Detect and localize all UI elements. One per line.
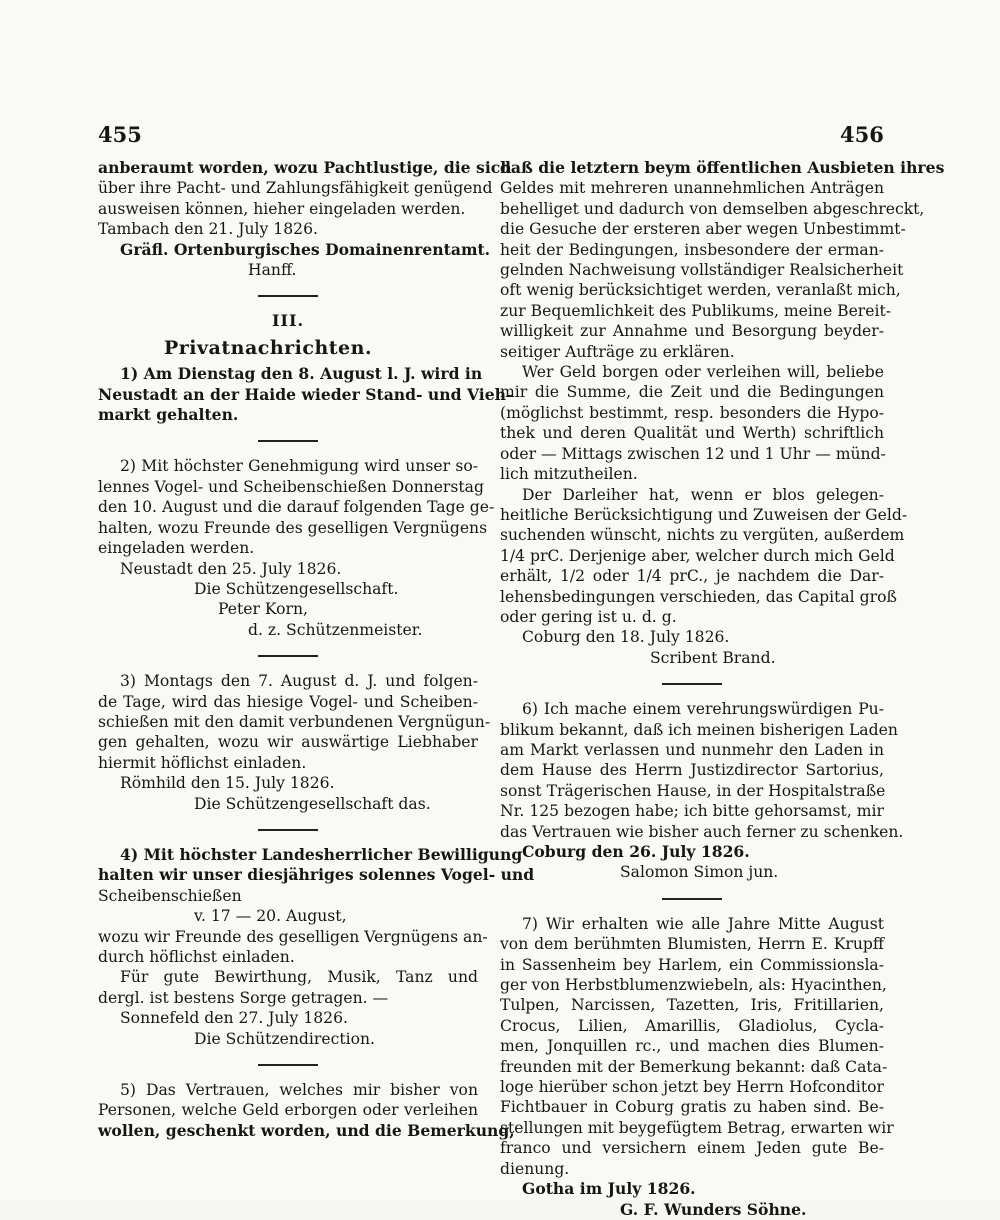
separator-rule	[258, 440, 318, 442]
dateline: Neustadt den 25. July 1826.	[120, 559, 342, 578]
text-line: lich mitzutheilen.	[500, 465, 638, 484]
dateline: Coburg den 26. July 1826.	[522, 842, 750, 861]
signature-name: Peter Korn,	[218, 600, 308, 619]
text-line: dienung.	[500, 1159, 570, 1178]
text-line: Crocus, Lilien, Amarillis, Gladiolus, Cycla-	[500, 1016, 884, 1035]
text-line: suchenden wünscht, nichts zu vergüten, außerdem	[500, 526, 905, 545]
right-column	[500, 158, 945, 1220]
dateline: Römhild den 15. July 1826.	[120, 774, 335, 793]
text-line: loge hierüber schon jetzt bey Herrn Hofconditor	[500, 1078, 884, 1097]
text-line: hiermit höflichst einladen.	[98, 753, 307, 772]
text-line: 3) Montags den 7. August d. J. und folgen-	[120, 672, 478, 691]
text-line: men, Jonquillen rc., und machen dies Blumen-	[500, 1037, 884, 1056]
left-column	[98, 158, 535, 1141]
text-line: Der Darleiher hat, wenn er blos gelegen-	[522, 485, 884, 504]
text-line: seitiger Aufträge zu erklären.	[500, 342, 735, 361]
text-line: lennes Vogel- und Scheibenschießen Donnerstag	[98, 477, 484, 496]
text-line: Tulpen, Narcissen, Tazetten, Iris, Fritillarien,	[500, 996, 884, 1015]
section-heading: Privatnachrichten.	[164, 336, 373, 359]
text-line: das Vertrauen wie bisher auch ferner zu schenken.	[500, 822, 904, 841]
text-line: die Gesuche der ersteren aber wegen Unbestimmt-	[500, 220, 906, 239]
text-line: lehensbedingungen verschieden, das Capital groß	[500, 587, 897, 606]
text-line: de Tage, wird das hiesige Vogel- und Scheiben-	[98, 692, 478, 711]
text-line: Geldes mit mehreren unannehmlichen Anträgen	[500, 179, 884, 198]
dateline: Coburg den 18. July 1826.	[522, 628, 730, 647]
signature-title: d. z. Schützenmeister.	[248, 620, 423, 639]
text-line: behelliget und dadurch von demselben abgeschreckt,	[500, 199, 925, 218]
signature-name: Scribent Brand.	[650, 648, 776, 667]
text-line: mir die Summe, die Zeit und die Bedingungen	[500, 383, 884, 402]
text-line: zur Bequemlichkeit des Publikums, meine Bereit-	[500, 301, 892, 320]
text-line: Wer Geld borgen oder verleihen will, beliebe	[522, 363, 884, 382]
text-line: 1) Am Dienstag den 8. August l. J. wird in	[120, 364, 483, 384]
separator-rule	[258, 295, 318, 297]
text-line: heit der Bedingungen, insbesondere der erman-	[500, 240, 884, 259]
text-line: Fichtbauer in Coburg gratis zu haben sind. Be-	[500, 1098, 884, 1117]
signature-society: Die Schützendirection.	[194, 1029, 375, 1048]
dateline: Sonnefeld den 27. July 1826.	[120, 1009, 348, 1028]
text-line: daß die letztern beym öffentlichen Ausbieten ihres	[500, 158, 945, 177]
separator-rule	[258, 655, 318, 657]
text-line: ger von Herbstblumenzwiebeln, als: Hyacinthen,	[500, 976, 887, 995]
text-line: freunden mit der Bemerkung bekannt: daß Cata-	[500, 1057, 888, 1076]
text-line: markt gehalten.	[98, 405, 239, 425]
text-line: oder — Mittags zwischen 12 und 1 Uhr — münd-	[500, 444, 886, 463]
text-line: thek und deren Qualität und Werth) schriftlich	[500, 424, 884, 443]
text-line: willigkeit zur Annahme und Besorgung beyder-	[500, 322, 884, 341]
page-number-left: 455	[98, 122, 142, 147]
text-line: 7) Wir erhalten wie alle Jahre Mitte August	[522, 914, 884, 933]
text-line: halten wir unser diesjähriges solennes Vogel- und	[98, 865, 535, 885]
text-line: den 10. August und die darauf folgenden Tage ge-	[98, 498, 495, 517]
section-numeral: III.	[271, 311, 305, 331]
text-line: Scheibenschießen	[98, 886, 242, 905]
signature-society: Die Schützengesellschaft das.	[194, 794, 431, 813]
text-line: dergl. ist bestens Sorge getragen. —	[98, 988, 389, 1007]
text-line: in Sassenheim bey Harlem, ein Commissionsla-	[500, 955, 884, 974]
separator-rule	[258, 1064, 318, 1066]
text-line: erhält, 1/2 oder 1/4 prC., je nachdem die Dar-	[500, 567, 884, 586]
text-line: ausweisen können, hieher eingeladen werden.	[98, 199, 466, 218]
text-line: durch höflichst einladen.	[98, 948, 295, 966]
page-number-right: 456	[840, 122, 884, 147]
text-line: wollen, geschenkt worden, und die Bemerkung,	[98, 1120, 515, 1140]
text-line: von dem berühmten Blumisten, Herrn E. Krupff	[500, 935, 884, 954]
text-line: v. 17 — 20. August,	[194, 907, 347, 926]
text-line: dem Hause des Herrn Justizdirector Sartorius,	[500, 761, 884, 780]
text-line: gelnden Nachweisung vollständiger Realsicherheit	[500, 261, 904, 280]
text-line: 5) Das Vertrauen, welches mir bisher von	[120, 1081, 478, 1100]
text-line: blikum bekannt, daß ich meinen bisherigen Laden	[500, 720, 898, 739]
text-line: Für gute Bewirthung, Musik, Tanz und	[120, 968, 478, 987]
separator-rule	[258, 829, 318, 831]
text-line: 2) Mit höchster Genehmigung wird unser so-	[120, 457, 478, 476]
text-line: franco und versichern einem Jeden gute Be-	[500, 1139, 884, 1158]
signature-name: Hanff.	[248, 261, 297, 280]
text-line: Neustadt an der Haide wieder Stand- und Vieh-	[98, 384, 513, 404]
text-line: halten, wozu Freunde des geselligen Vergnügens	[98, 518, 488, 537]
text-line: wozu wir Freunde des geselligen Vergnügens an-	[98, 927, 488, 946]
dateline: Tambach den 21. July 1826.	[98, 220, 318, 239]
text-line: oft wenig berücksichtiget werden, veranlaßt mich,	[500, 281, 901, 300]
text-line: Personen, welche Geld erborgen oder verleihen	[98, 1101, 478, 1120]
text-line: über ihre Pacht- und Zahlungsfähigkeit genügend	[98, 179, 493, 198]
signature-society: Die Schützengesellschaft.	[194, 579, 399, 598]
text-line: heitliche Berücksichtigung und Zuweisen der Geld-	[500, 505, 908, 524]
text-line: Nr. 125 bezogen habe; ich bitte gehorsamst, mir	[500, 802, 884, 821]
text-line: stellungen mit beygefügtem Betrag, erwarten wir	[500, 1118, 894, 1137]
text-line: schießen mit den damit verbundenen Vergnügun-	[98, 712, 491, 731]
text-line: gen gehalten, wozu wir auswärtige Liebhaber	[98, 733, 478, 752]
text-line: anberaumt worden, wozu Pachtlustige, die sich	[98, 158, 512, 177]
dateline: Gotha im July 1826.	[522, 1179, 696, 1199]
signature-name: G. F. Wunders Söhne.	[620, 1199, 807, 1219]
separator-rule	[662, 683, 722, 685]
text-line: 1/4 prC. Derjenige aber, welcher durch mich Geld	[500, 546, 895, 565]
text-line: 6) Ich mache einem verehrungswürdigen Pu-	[522, 700, 884, 719]
text-line: sonst Trägerischen Hause, in der Hospitalstraße	[500, 781, 886, 800]
signature-name: Salomon Simon jun.	[620, 863, 779, 882]
text-line: oder gering ist u. d. g.	[500, 607, 677, 626]
separator-rule	[662, 898, 722, 900]
text-line: 4) Mit höchster Landesherrlicher Bewilligung	[120, 844, 523, 864]
text-line: am Markt verlassen und nunmehr den Laden in	[500, 740, 884, 759]
text-line: (möglichst bestimmt, resp. besonders die Hypo-	[500, 403, 884, 422]
signature-office: Gräfl. Ortenburgisches Domainenrentamt.	[120, 239, 491, 259]
text-line: eingeladen werden.	[98, 539, 255, 558]
